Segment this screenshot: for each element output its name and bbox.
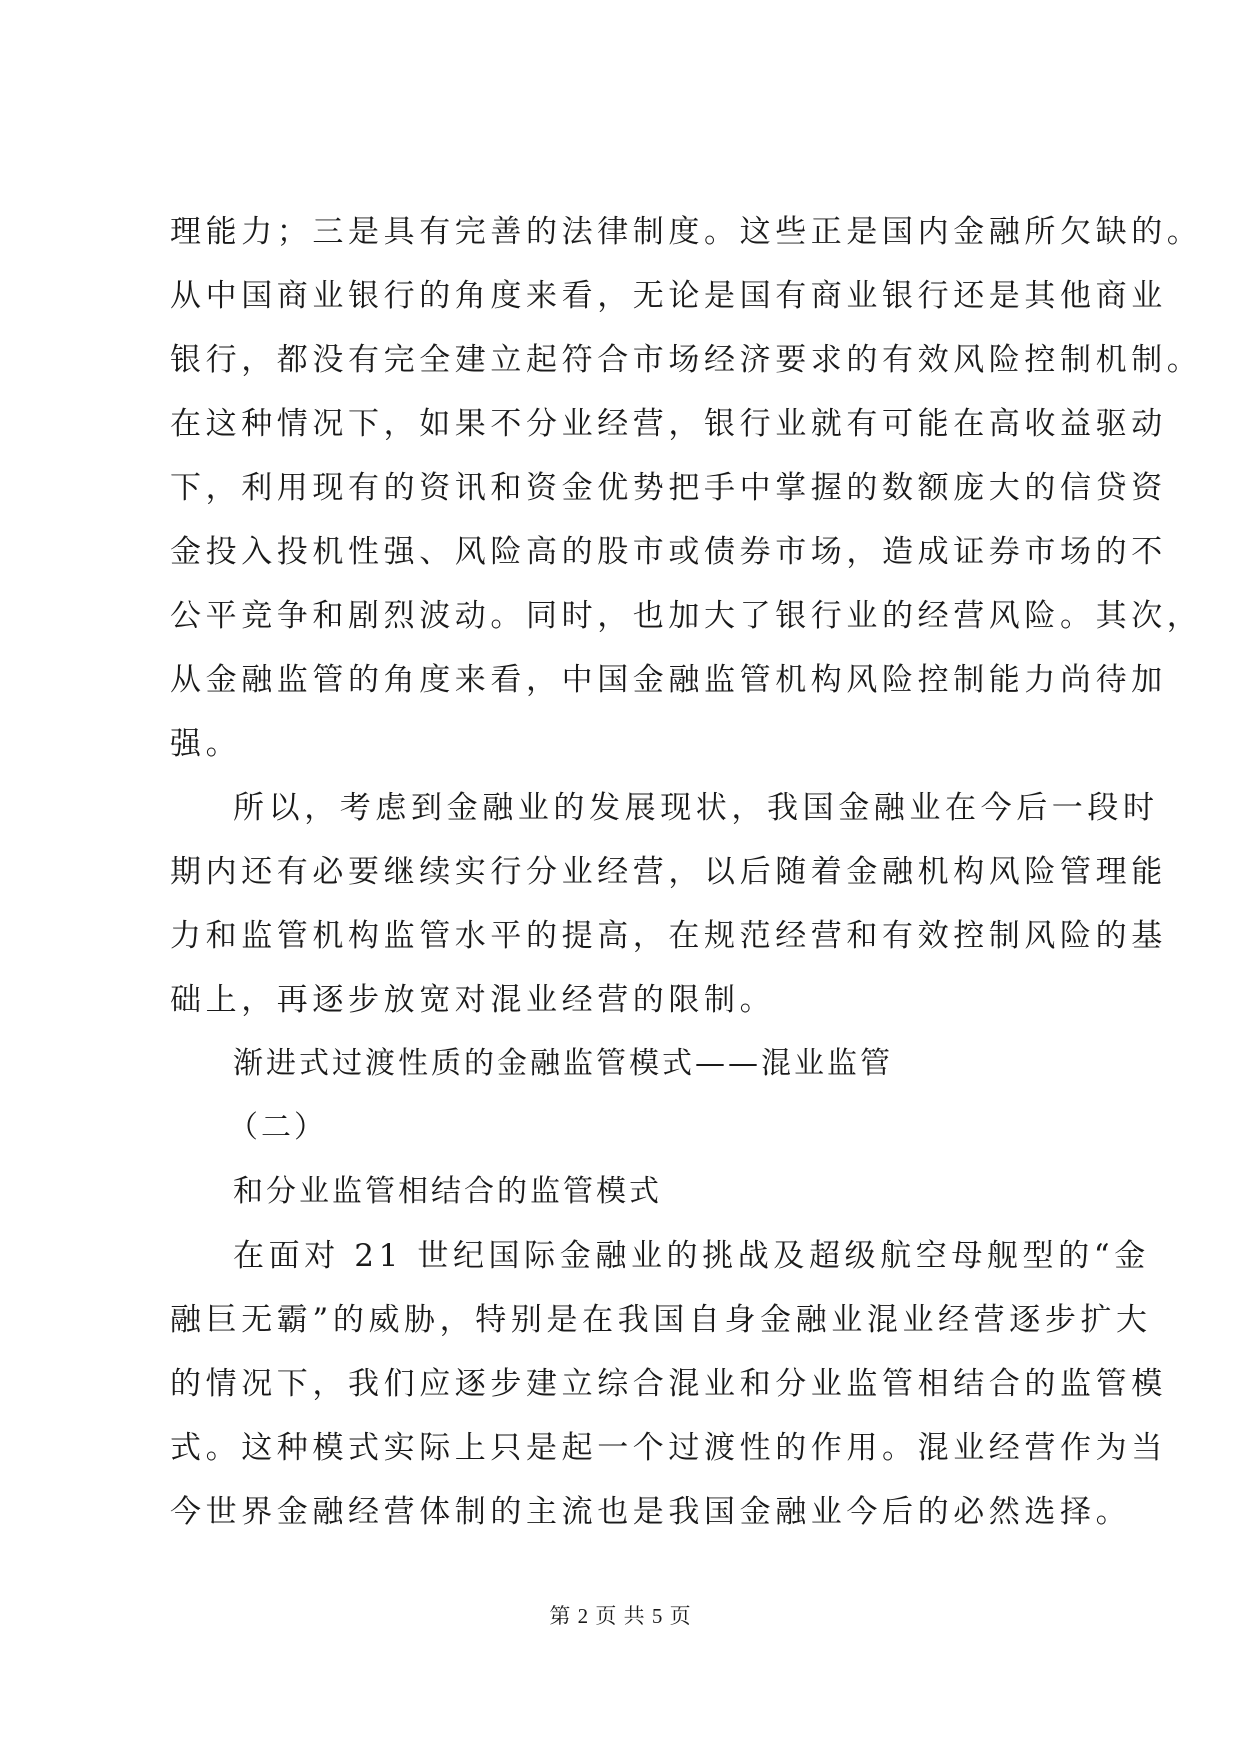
section-subheading: 和分业监管相结合的监管模式 [233,1174,662,1209]
paragraph-line: 金投入投机性强、风险高的股市或债券市场，造成证券市场的不 [170,534,1167,570]
paragraph-line: 在这种情况下，如果不分业经营，银行业就有可能在高收益驱动 [170,406,1167,442]
paragraph-line: 期内还有必要继续实行分业经营，以后随着金融机构风险管理能 [170,854,1167,890]
paragraph-line: 式。这种模式实际上只是起一个过渡性的作用。混业经营作为当 [170,1430,1167,1466]
paragraph-line: 从中国商业银行的角度来看，无论是国有商业银行还是其他商业 [170,278,1167,314]
paragraph-line: 下，利用现有的资讯和资金优势把手中掌握的数额庞大的信贷资 [170,470,1167,506]
section-heading: 渐进式过渡性质的金融监管模式——混业监管 [233,1046,893,1081]
paragraph-line: 所以，考虑到金融业的发展现状，我国金融业在今后一段时 [233,790,1159,826]
paragraph-line: 从金融监管的角度来看，中国金融监管机构风险控制能力尚待加 [170,662,1167,698]
paragraph-line: 力和监管机构监管水平的提高，在规范经营和有效控制风险的基 [170,918,1167,954]
paragraph-line: 强。 [170,726,242,762]
paragraph-line: 础上，再逐步放宽对混业经营的限制。 [170,982,776,1018]
paragraph-line: 银行，都没有完全建立起符合市场经济要求的有效风险控制机制。 [170,342,1203,378]
paragraph-line: 今世界金融经营体制的主流也是我国金融业今后的必然选择。 [170,1494,1132,1530]
section-number: （二） [228,1110,327,1145]
paragraph-line: 公平竞争和剧烈波动。同时，也加大了银行业的经营风险。其次， [170,598,1203,634]
paragraph-line: 在面对 21 世纪国际金融业的挑战及超级航空母舰型的“金 [233,1238,1150,1274]
page-footer: 第 2 页 共 5 页 [549,1604,692,1628]
paragraph-line: 的情况下，我们应逐步建立综合混业和分业监管相结合的监管模 [170,1366,1167,1402]
paragraph-line: 融巨无霸”的威胁，特别是在我国自身金融业混业经营逐步扩大 [170,1302,1152,1338]
paragraph-line: 理能力；三是具有完善的法律制度。这些正是国内金融所欠缺的。 [170,214,1203,250]
